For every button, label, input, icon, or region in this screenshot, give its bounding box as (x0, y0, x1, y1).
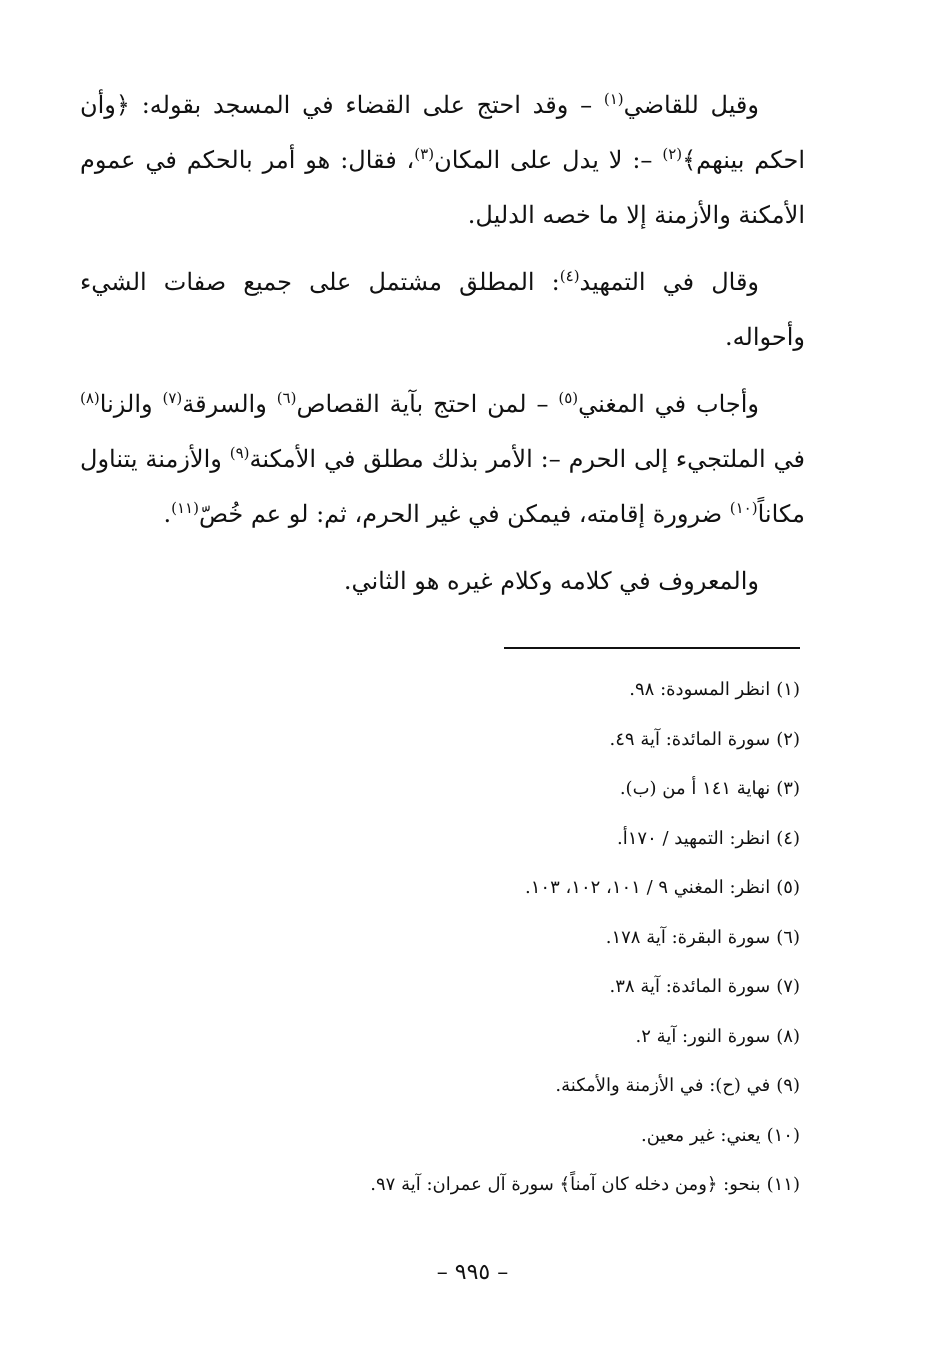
footnote-number: (٨) (776, 1025, 800, 1047)
text-run: والسرقة (182, 390, 277, 418)
footnote-text: بنحو: ﴿ومن دخله كان آمناً﴾ سورة آل عمران: آية ٩٧. (370, 1174, 761, 1195)
footnote-number: (٧) (776, 976, 800, 997)
footnote-text: نهاية ١٤١ أ من (ب). (619, 778, 771, 799)
footnote-item (240, 920, 800, 970)
text-run: وقيل للقاضي (623, 91, 759, 119)
footnote-number: (٢) (776, 728, 800, 750)
text-run: ضرورة إقامته، فيمكن في غير الحرم، ثم: لو عم خُصّ (198, 500, 730, 528)
footnote-number: (٤) (776, 827, 800, 849)
footnote-item (240, 672, 800, 722)
footnote-divider (504, 647, 800, 649)
page-number: – ٩٩٥ – (436, 1260, 509, 1285)
footnote-item (240, 1118, 800, 1168)
footnote-text: انظر: التمهيد / ١٧٠أ. (617, 827, 771, 849)
footnote-number: (٦) (776, 926, 800, 948)
footnote-number: (٣) (776, 778, 800, 799)
footnote-number: (١١) (766, 1174, 800, 1195)
footnote-item (240, 1019, 800, 1069)
footnote-item (240, 722, 800, 772)
text-run: : المطلق مشتمل على جميع صفات الشيء وأحواله. (80, 268, 805, 351)
footnote-text: انظر المسودة: ٩٨. (629, 679, 771, 700)
footnote-marker: (٤) (559, 267, 580, 285)
footnote-text: في (ح): في الأزمنة والأمكنة. (555, 1075, 771, 1096)
footnote-marker: (٧) (162, 389, 183, 407)
footnote-item (240, 821, 800, 871)
footnote-number: (٩) (776, 1075, 800, 1096)
footnote-marker: (٦) (276, 389, 297, 407)
paragraph (80, 255, 805, 365)
footnote-marker: (١) (603, 90, 624, 108)
footnote-number: (٥) (776, 877, 800, 898)
footnotes-list (240, 672, 800, 1217)
footnote-marker: (٢) (662, 145, 683, 163)
text-run: وأجاب في المغني (578, 390, 760, 418)
footnote-text: سورة النور: آية ٢. (635, 1025, 771, 1047)
footnote-marker: (١١) (171, 499, 199, 517)
footnote-marker: (٥) (558, 389, 579, 407)
footnote-item (240, 1167, 800, 1217)
text-run: . (163, 500, 172, 528)
text-run: – لمن احتج بآية القصاص (296, 390, 559, 418)
footnote-text: سورة البقرة: آية ١٧٨. (605, 926, 771, 948)
footnote-marker: (٨) (80, 389, 100, 407)
footnote-text: سورة المائدة: آية ٣٨. (609, 976, 771, 997)
text-run: – وقد احتج على القضاء في المسجد بقوله: ﴿وأن احكم بينهم﴾ (80, 91, 805, 174)
footnote-number: (١) (776, 679, 800, 700)
paragraph (80, 554, 805, 609)
footnote-text: انظر: المغني ٩ / ١٠١، ١٠٢، ١٠٣. (525, 877, 771, 898)
text-run: –: لا يدل على المكان (434, 146, 663, 174)
paragraph (80, 377, 805, 542)
footnote-item (240, 1068, 800, 1118)
text-run: والأزمنة يتناول مكاناً (80, 445, 805, 528)
footnote-marker: (٩) (229, 444, 250, 462)
footnote-marker: (٣) (414, 145, 435, 163)
footnote-number: (١٠) (766, 1124, 800, 1146)
text-run: والزنا (99, 390, 163, 418)
main-text (80, 78, 805, 621)
text-run: وقال في التمهيد (579, 268, 760, 296)
footnote-item (240, 969, 800, 1019)
text-run: والمعروف في كلامه وكلام غيره هو الثاني. (343, 567, 759, 595)
footnote-text: سورة المائدة: آية ٤٩. (609, 728, 771, 750)
text-run: ، فقال: هو أمر بالحكم في عموم الأمكنة والأزمنة إلا ما خصه الدليل. (80, 146, 805, 229)
footnote-item (240, 771, 800, 821)
footnote-item (240, 870, 800, 920)
footnote-marker: (١٠) (729, 499, 758, 517)
paragraph (80, 78, 805, 243)
footnote-text: يعني: غير معين. (641, 1124, 761, 1146)
text-run: في الملتجيء إلى الحرم –: الأمر بذلك مطلق في الأمكنة (249, 445, 806, 473)
